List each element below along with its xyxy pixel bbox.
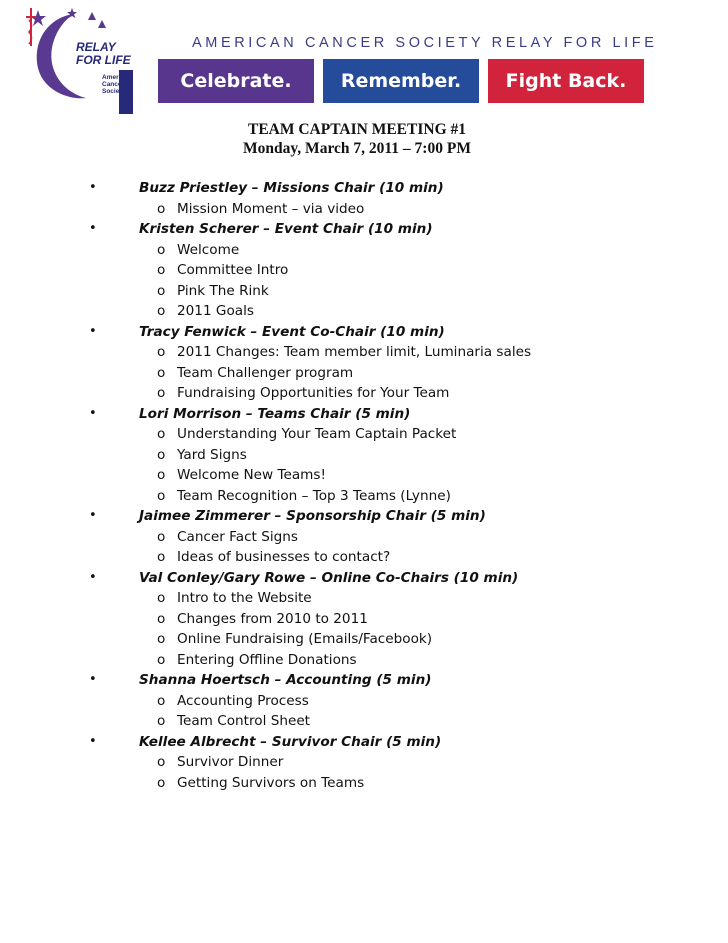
agenda-item <box>0 219 728 240</box>
agenda-subitem-text: Online Fundraising (Emails/Facebook) <box>177 631 433 647</box>
sub-bullet-icon: o <box>157 631 166 647</box>
acs-logo-text <box>102 74 132 95</box>
agenda-subitem <box>0 609 728 630</box>
bullet-icon: • <box>89 323 97 339</box>
sub-bullet-icon: o <box>157 344 166 360</box>
acs-sword-icon <box>26 8 36 46</box>
acs-line-2: Cancer <box>102 81 125 88</box>
agenda-item <box>0 506 728 527</box>
sub-bullet-icon: o <box>157 364 166 381</box>
sub-bullet-icon: o <box>157 241 166 258</box>
sub-bullet-icon: o <box>157 692 166 709</box>
meeting-title: TEAM CAPTAIN MEETING #1 <box>247 121 466 138</box>
agenda-subitem-text: Pink The Rink <box>177 282 269 299</box>
logo-text-relay: RELAY <box>76 40 116 54</box>
agenda-subitem <box>0 650 728 671</box>
agenda-subitem-text: Survivor Dinner <box>177 754 284 770</box>
agenda-item <box>0 568 728 589</box>
agenda-subitem <box>0 527 728 548</box>
agenda-subitem <box>0 240 728 261</box>
agenda-subitem <box>0 363 728 384</box>
sub-bullet-icon: o <box>157 385 166 401</box>
banner-fight-back: Fight Back. <box>488 59 644 103</box>
sub-bullet-icon: o <box>157 549 166 565</box>
agenda-subitem-text: Getting Survivors on Teams <box>177 774 365 791</box>
sub-bullet-icon: o <box>157 774 166 791</box>
agenda-subitem-text: Committee Intro <box>177 262 289 278</box>
agenda-item-title: Shanna Hoertsch – Accounting (5 min) <box>139 672 432 688</box>
agenda-item-title: Val Conley/Gary Rowe – Online Co-Chairs (10 min) <box>139 569 519 586</box>
agenda-subitem-text: Cancer Fact Signs <box>177 528 298 545</box>
agenda-item-title: Lori Morrison – Teams Chair (5 min) <box>139 405 411 422</box>
agenda-subitem-text: Welcome <box>177 241 240 258</box>
agenda-item <box>0 322 728 343</box>
sub-bullet-icon: o <box>157 487 166 504</box>
sub-bullet-icon: o <box>157 426 166 442</box>
bullet-icon: • <box>89 569 97 585</box>
agenda-subitem-text: Changes from 2010 to 2011 <box>177 610 368 627</box>
sub-bullet-icon: o <box>157 262 166 278</box>
agenda-subitem <box>0 752 728 773</box>
agenda-subitem <box>0 588 728 609</box>
sub-bullet-icon: o <box>157 303 166 319</box>
agenda-item <box>0 178 728 199</box>
agenda-subitem-text: 2011 Changes: Team member limit, Luminaria sales <box>177 344 532 360</box>
bullet-icon: • <box>89 180 97 195</box>
bullet-icon: • <box>89 405 97 421</box>
meeting-date: Monday, March 7, 2011 – 7:00 PM <box>243 140 471 157</box>
agenda-subitem <box>0 383 728 404</box>
agenda-subitem-text: Ideas of businesses to contact? <box>177 549 391 565</box>
agenda-subitem <box>0 773 728 794</box>
relay-for-life-logo <box>26 8 146 108</box>
agenda-item <box>0 732 728 753</box>
sub-bullet-icon: o <box>157 610 166 627</box>
agenda-subitem <box>0 465 728 486</box>
agenda-subitem-text: Team Recognition – Top 3 Teams (Lynne) <box>177 487 451 504</box>
agenda-item-title: Buzz Priestley – Missions Chair (10 min) <box>139 180 444 196</box>
bullet-icon: • <box>89 221 97 236</box>
agenda-subitem-text: Accounting Process <box>177 692 309 709</box>
agenda-subitem-text: 2011 Goals <box>177 303 254 319</box>
agenda-subitem <box>0 281 728 302</box>
agenda-subitem <box>0 486 728 507</box>
agenda-item-title: Kellee Albrecht – Survivor Chair (5 min) <box>139 733 442 750</box>
sub-bullet-icon: o <box>157 590 166 606</box>
agenda-subitem <box>0 547 728 568</box>
agenda-subitem <box>0 199 728 220</box>
sub-bullet-icon: o <box>157 446 166 463</box>
agenda-subitem-text: Team Control Sheet <box>177 713 311 729</box>
agenda-subitem-text: Mission Moment – via video <box>177 200 365 217</box>
org-title: AMERICAN CANCER SOCIETY RELAY FOR LIFE <box>192 35 658 51</box>
banner-celebrate: Celebrate. <box>158 59 314 103</box>
agenda-subitem-text: Team Challenger program <box>177 364 354 381</box>
sub-bullet-icon: o <box>157 528 166 545</box>
agenda-subitem-text: Welcome New Teams! <box>177 467 326 483</box>
agenda-subitem <box>0 424 728 445</box>
agenda-list <box>0 178 728 793</box>
agenda-item <box>0 670 728 691</box>
agenda-item-title: Tracy Fenwick – Event Co-Chair (10 min) <box>139 323 445 340</box>
agenda-item-title: Jaimee Zimmerer – Sponsorship Chair (5 min) <box>139 508 486 524</box>
agenda-subitem <box>0 301 728 322</box>
agenda-subitem-text: Understanding Your Team Captain Packet <box>177 426 457 442</box>
agenda-item-title: Kristen Scherer – Event Chair (10 min) <box>139 221 433 237</box>
agenda-item <box>0 404 728 425</box>
sub-bullet-icon: o <box>157 754 166 770</box>
agenda-subitem <box>0 342 728 363</box>
agenda-subitem <box>0 711 728 732</box>
agenda-subitem <box>0 445 728 466</box>
acs-line-3: Society <box>102 88 126 95</box>
logo-text-for-life: FOR LIFE <box>76 53 131 67</box>
agenda-subitem-text: Entering Offline Donations <box>177 651 357 668</box>
agenda-subitem-text: Yard Signs <box>177 446 247 463</box>
banner-remember: Remember. <box>323 59 479 103</box>
agenda-subitem <box>0 260 728 281</box>
acs-line-1: American <box>102 74 132 81</box>
sub-bullet-icon: o <box>157 200 166 217</box>
agenda-subitem <box>0 691 728 712</box>
sub-bullet-icon: o <box>157 651 166 668</box>
agenda-subitem-text: Fundraising Opportunities for Your Team <box>177 385 450 401</box>
agenda-subitem <box>0 629 728 650</box>
sub-bullet-icon: o <box>157 282 166 299</box>
sub-bullet-icon: o <box>157 467 166 483</box>
bullet-icon: • <box>89 733 97 749</box>
agenda-subitem-text: Intro to the Website <box>177 590 312 606</box>
bullet-icon: • <box>89 508 97 523</box>
bullet-icon: • <box>89 672 97 687</box>
sub-bullet-icon: o <box>157 713 166 729</box>
